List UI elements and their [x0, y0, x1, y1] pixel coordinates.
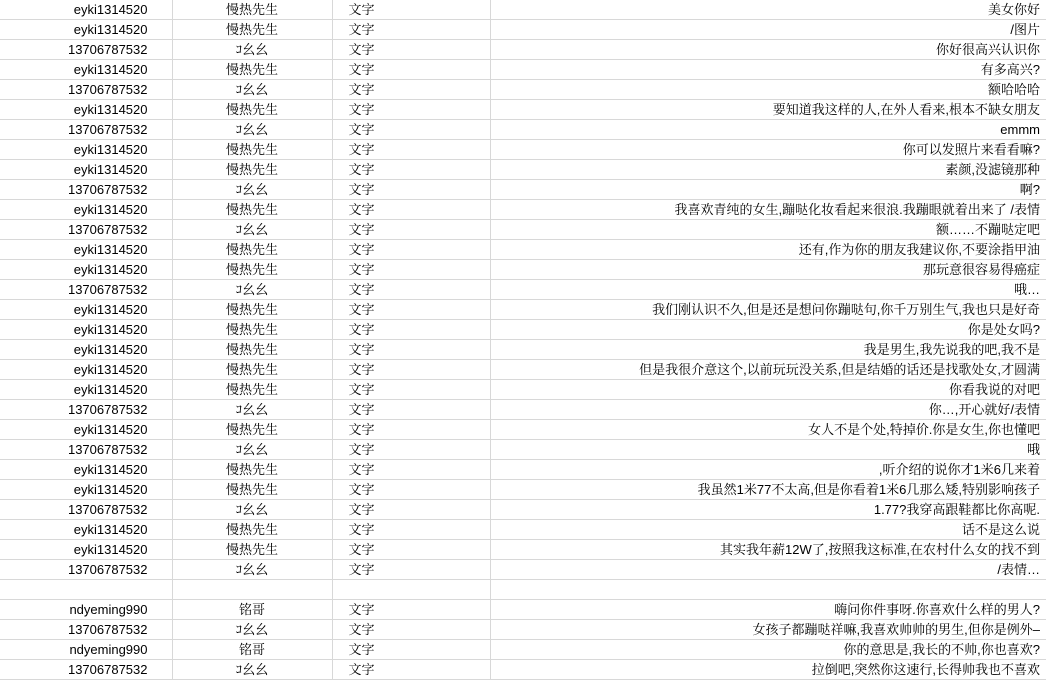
cell-sender-id: 13706787532: [0, 560, 172, 580]
cell-sender-id: eyki1314520: [0, 140, 172, 160]
cell-sender-id: eyki1314520: [0, 360, 172, 380]
cell-sender-id: ndyeming990: [0, 600, 172, 620]
cell-display-name: ｺ幺幺: [172, 280, 332, 300]
cell-display-name: 慢热先生: [172, 60, 332, 80]
cell-message-type: 文字: [332, 340, 490, 360]
cell-message-type: 文字: [332, 620, 490, 640]
cell-message-content: 其实我年薪12W了,按照我这标准,在农村什么女的找不到: [490, 540, 1046, 560]
cell-display-name: 慢热先生: [172, 540, 332, 560]
cell-sender-id: 13706787532: [0, 280, 172, 300]
cell-message-type: 文字: [332, 600, 490, 620]
cell-message-type: 文字: [332, 460, 490, 480]
cell-message-type: 文字: [332, 400, 490, 420]
cell-sender-id: eyki1314520: [0, 520, 172, 540]
cell-message-type: 文字: [332, 220, 490, 240]
cell-display-name: 慢热先生: [172, 260, 332, 280]
cell-message-type: 文字: [332, 80, 490, 100]
table-row[interactable]: [0, 480, 1046, 500]
cell-sender-id: eyki1314520: [0, 60, 172, 80]
cell-message-content: 有多高兴?: [490, 60, 1046, 80]
cell-message-type: 文字: [332, 0, 490, 20]
cell-message-type: 文字: [332, 380, 490, 400]
cell-sender-id: eyki1314520: [0, 160, 172, 180]
cell-message-content: 你…,开心就好/表情: [490, 400, 1046, 420]
cell-display-name: 慢热先生: [172, 20, 332, 40]
cell-message-content: 但是我很介意这个,以前玩玩没关系,但是结婚的话还是找歌处女,才圆满: [490, 360, 1046, 380]
cell-display-name: ｺ幺幺: [172, 560, 332, 580]
cell-message-type: 文字: [332, 160, 490, 180]
cell-display-name: ｺ幺幺: [172, 180, 332, 200]
cell-message-content: 1.77?我穿高跟鞋都比你高呢.: [490, 500, 1046, 520]
cell-display-name: ｺ幺幺: [172, 440, 332, 460]
cell-message-type: 文字: [332, 100, 490, 120]
cell-message-content: 额……不蹦哒定吧: [490, 220, 1046, 240]
cell-display-name: ｺ幺幺: [172, 120, 332, 140]
table-row[interactable]: [0, 380, 1046, 400]
table-row[interactable]: [0, 600, 1046, 620]
cell-message-content: [490, 580, 1046, 600]
cell-sender-id: 13706787532: [0, 620, 172, 640]
table-row[interactable]: [0, 80, 1046, 100]
table-row[interactable]: [0, 220, 1046, 240]
cell-sender-id: 13706787532: [0, 400, 172, 420]
cell-display-name: 慢热先生: [172, 460, 332, 480]
table-row[interactable]: [0, 440, 1046, 460]
cell-display-name: 慢热先生: [172, 200, 332, 220]
cell-display-name: 慢热先生: [172, 380, 332, 400]
cell-sender-id: eyki1314520: [0, 420, 172, 440]
table-row[interactable]: [0, 640, 1046, 660]
cell-message-type: 文字: [332, 360, 490, 380]
cell-message-content: 话不是这么说: [490, 520, 1046, 540]
cell-message-content: ,听介绍的说你才1米6几来着: [490, 460, 1046, 480]
cell-sender-id: 13706787532: [0, 40, 172, 60]
table-row[interactable]: [0, 60, 1046, 80]
cell-message-content: 额哈哈哈: [490, 80, 1046, 100]
cell-message-type: 文字: [332, 660, 490, 680]
cell-display-name: 慢热先生: [172, 300, 332, 320]
cell-message-type: 文字: [332, 520, 490, 540]
cell-display-name: 慢热先生: [172, 240, 332, 260]
cell-display-name: 慢热先生: [172, 340, 332, 360]
cell-message-type: 文字: [332, 240, 490, 260]
cell-message-content: 你好很高兴认识你: [490, 40, 1046, 60]
table-row[interactable]: [0, 0, 1046, 20]
table-row[interactable]: [0, 560, 1046, 580]
table-row[interactable]: [0, 20, 1046, 40]
cell-message-type: 文字: [332, 140, 490, 160]
cell-display-name: 慢热先生: [172, 160, 332, 180]
cell-message-type: 文字: [332, 180, 490, 200]
cell-display-name: 慢热先生: [172, 320, 332, 340]
table-row[interactable]: [0, 160, 1046, 180]
cell-sender-id: eyki1314520: [0, 380, 172, 400]
cell-sender-id: 13706787532: [0, 500, 172, 520]
cell-message-content: 哦…: [490, 280, 1046, 300]
cell-sender-id: eyki1314520: [0, 200, 172, 220]
cell-message-type: [332, 580, 490, 600]
cell-sender-id: eyki1314520: [0, 540, 172, 560]
table-row[interactable]: [0, 400, 1046, 420]
cell-sender-id: eyki1314520: [0, 480, 172, 500]
cell-sender-id: eyki1314520: [0, 460, 172, 480]
cell-message-content: 拉倒吧,突然你这速行,长得帅我也不喜欢: [490, 660, 1046, 680]
cell-message-type: 文字: [332, 540, 490, 560]
table-row[interactable]: [0, 100, 1046, 120]
cell-message-type: 文字: [332, 60, 490, 80]
table-row[interactable]: [0, 500, 1046, 520]
cell-message-content: 美女你好: [490, 0, 1046, 20]
cell-message-content: 你可以发照片来看看嘛?: [490, 140, 1046, 160]
table-row[interactable]: [0, 120, 1046, 140]
cell-display-name: 铭哥: [172, 600, 332, 620]
cell-message-type: 文字: [332, 440, 490, 460]
cell-sender-id: 13706787532: [0, 440, 172, 460]
cell-display-name: [172, 580, 332, 600]
cell-message-type: 文字: [332, 320, 490, 340]
cell-message-content: 你的意思是,我长的不帅,你也喜欢?: [490, 640, 1046, 660]
cell-display-name: ｺ幺幺: [172, 220, 332, 240]
cell-display-name: ｺ幺幺: [172, 400, 332, 420]
cell-message-content: 我们刚认识不久,但是还是想问你蹦哒句,你千万别生气,我也只是好奇: [490, 300, 1046, 320]
table-row[interactable]: [0, 520, 1046, 540]
cell-message-type: 文字: [332, 560, 490, 580]
table-row[interactable]: [0, 360, 1046, 380]
cell-sender-id: 13706787532: [0, 120, 172, 140]
table-row[interactable]: [0, 540, 1046, 560]
cell-sender-id: eyki1314520: [0, 320, 172, 340]
cell-display-name: 慢热先生: [172, 480, 332, 500]
table-row[interactable]: [0, 280, 1046, 300]
table-row[interactable]: [0, 660, 1046, 680]
cell-display-name: ｺ幺幺: [172, 40, 332, 60]
table-row[interactable]: [0, 420, 1046, 440]
cell-message-type: 文字: [332, 260, 490, 280]
cell-message-content: 女孩子都蹦哒祥嘛,我喜欢帅帅的男生,但你是例外–: [490, 620, 1046, 640]
cell-message-content: 哦: [490, 440, 1046, 460]
cell-display-name: 慢热先生: [172, 140, 332, 160]
table-row[interactable]: [0, 320, 1046, 340]
table-row[interactable]: [0, 460, 1046, 480]
table-row[interactable]: [0, 180, 1046, 200]
cell-display-name: ｺ幺幺: [172, 80, 332, 100]
cell-message-content: 我虽然1米77不太高,但是你看着1米6几那么矮,特别影响孩子: [490, 480, 1046, 500]
cell-message-type: 文字: [332, 40, 490, 60]
cell-message-type: 文字: [332, 120, 490, 140]
cell-message-content: 那玩意很容易得癌症: [490, 260, 1046, 280]
cell-message-type: 文字: [332, 20, 490, 40]
cell-display-name: 慢热先生: [172, 520, 332, 540]
cell-display-name: ｺ幺幺: [172, 620, 332, 640]
cell-display-name: 慢热先生: [172, 0, 332, 20]
cell-message-content: 要知道我这样的人,在外人看来,根本不缺女朋友: [490, 100, 1046, 120]
cell-sender-id: 13706787532: [0, 220, 172, 240]
table-row-empty[interactable]: [0, 580, 1046, 600]
cell-sender-id: eyki1314520: [0, 260, 172, 280]
cell-sender-id: eyki1314520: [0, 240, 172, 260]
cell-message-content: 还有,作为你的朋友我建议你,不要涂指甲油: [490, 240, 1046, 260]
cell-message-type: 文字: [332, 300, 490, 320]
cell-message-type: 文字: [332, 200, 490, 220]
cell-message-content: 你是处女吗?: [490, 320, 1046, 340]
cell-display-name: ｺ幺幺: [172, 500, 332, 520]
table-row[interactable]: [0, 340, 1046, 360]
cell-display-name: 慢热先生: [172, 420, 332, 440]
cell-sender-id: eyki1314520: [0, 340, 172, 360]
cell-sender-id: ndyeming990: [0, 640, 172, 660]
cell-message-content: 我是男生,我先说我的吧,我不是: [490, 340, 1046, 360]
cell-display-name: ｺ幺幺: [172, 660, 332, 680]
cell-sender-id: 13706787532: [0, 180, 172, 200]
cell-message-type: 文字: [332, 420, 490, 440]
cell-message-type: 文字: [332, 280, 490, 300]
cell-message-type: 文字: [332, 500, 490, 520]
cell-message-content: 你看我说的对吧: [490, 380, 1046, 400]
cell-message-type: 文字: [332, 480, 490, 500]
table-row[interactable]: [0, 240, 1046, 260]
cell-message-type: 文字: [332, 640, 490, 660]
cell-message-content: 啊?: [490, 180, 1046, 200]
table-row[interactable]: [0, 300, 1046, 320]
cell-sender-id: [0, 580, 172, 600]
cell-message-content: /表情…: [490, 560, 1046, 580]
table-row[interactable]: [0, 260, 1046, 280]
cell-message-content: emmm: [490, 120, 1046, 140]
table-row[interactable]: [0, 40, 1046, 60]
cell-sender-id: 13706787532: [0, 80, 172, 100]
cell-sender-id: eyki1314520: [0, 20, 172, 40]
cell-display-name: 铭哥: [172, 640, 332, 660]
cell-sender-id: eyki1314520: [0, 100, 172, 120]
cell-message-content: 素颜,没滤镜那种: [490, 160, 1046, 180]
table-row[interactable]: [0, 200, 1046, 220]
cell-sender-id: eyki1314520: [0, 300, 172, 320]
cell-message-content: 女人不是个处,特掉价.你是女生,你也懂吧: [490, 420, 1046, 440]
cell-message-content: /图片: [490, 20, 1046, 40]
cell-message-content: 嗨问你件事呀.你喜欢什么样的男人?: [490, 600, 1046, 620]
cell-sender-id: 13706787532: [0, 660, 172, 680]
cell-sender-id: eyki1314520: [0, 0, 172, 20]
cell-display-name: 慢热先生: [172, 100, 332, 120]
table-row[interactable]: [0, 140, 1046, 160]
cell-message-content: 我喜欢青纯的女生,蹦哒化妆看起来很浪.我蹦眼就着出来了 /表情: [490, 200, 1046, 220]
table-row[interactable]: [0, 620, 1046, 640]
cell-display-name: 慢热先生: [172, 360, 332, 380]
